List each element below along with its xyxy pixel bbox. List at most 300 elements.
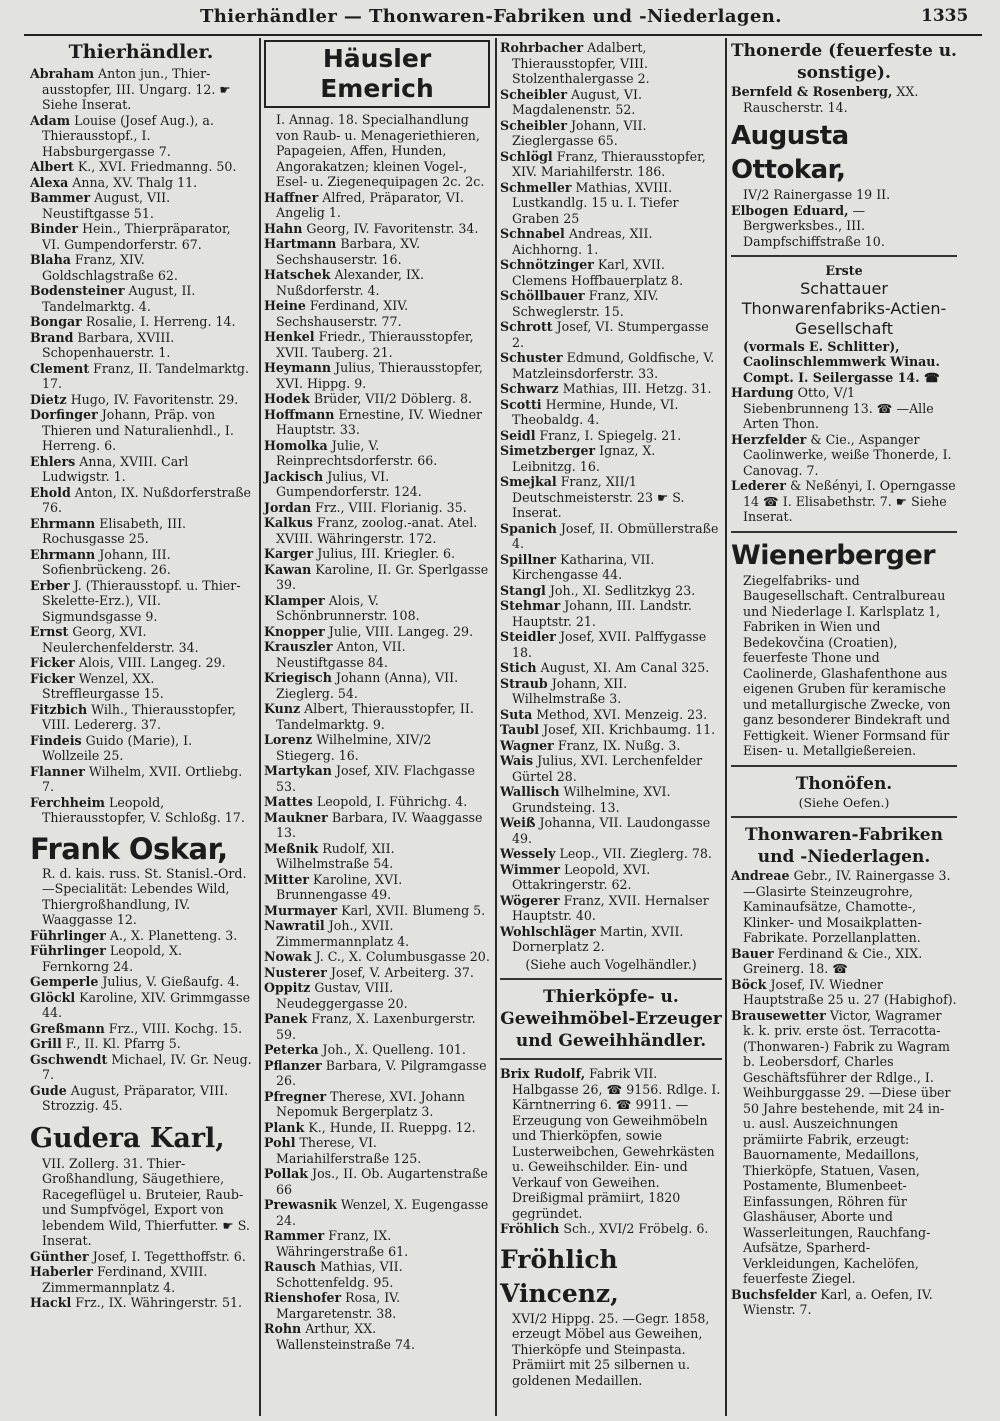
entry-name: Jackisch [264, 468, 324, 484]
entry-name: Hatschek [264, 267, 331, 282]
entry-name: Fröhlich [500, 1221, 560, 1236]
entry-text: Gebr., IV. Rainergasse 3. —Glasirte Steinzeugrohre, Kaminaufsätze, Chamotte-, Klinker- und Mosaikplatten-Fabrikate. Porzellanplatten. [743, 868, 951, 945]
entry-text: Guido (Marie), I. Wollzeile 25. [42, 732, 193, 763]
entry-text: Franz, IX. Währingerstraße 61. [276, 1228, 409, 1259]
entry-text: Julius, VI. Gumpendorferstr. 124. [276, 468, 422, 499]
entry-text: Katharina, VII. Kirchengasse 44. [512, 551, 655, 582]
section-rule [731, 531, 957, 533]
entry-name: Pflanzer [264, 1057, 322, 1073]
entry-text: Michael, IV. Gr. Neug. 7. [42, 1051, 252, 1082]
entry-name: Ehlers [30, 453, 76, 469]
entry-name: Rausch [264, 1259, 316, 1274]
entry-text: August, II. Tandelmarktg. 4. [42, 283, 196, 314]
entry-text: Karoline, XVI. Brunnengasse 49. [276, 871, 403, 902]
advert-text: VII. Zollerg. 31. Thier-Großhandlung, Säugethiere, Racegeflügel u. Bruteier, Raub- und Sumpfvögel, Export von lebendem Wild, Thierfutter. ☛ S. Inserat. [42, 1155, 250, 1248]
entry-text: Elisabeth, III. Rochusgasse 25. [42, 515, 187, 546]
entry-text: Mathias, XVIII. Lustkandlg. 15 u. I. Tiefer Graben 25 [512, 179, 679, 226]
entry-name: Herzfelder [731, 431, 807, 447]
entry-name: Buchsfelder [731, 1286, 817, 1302]
list-item [30, 655, 252, 671]
section-rule [731, 255, 957, 257]
entry-name: Schrott [500, 319, 553, 334]
list-item [30, 485, 252, 516]
entry-text: Julius, V. Gießaufg. 4. [102, 974, 240, 989]
list-item [731, 203, 957, 250]
entry-name: Hartmann [264, 236, 337, 251]
entry-text: Rosalie, I. Herreng. 14. [85, 314, 236, 329]
list-item [30, 1052, 252, 1083]
list-item [264, 298, 490, 329]
entry-name: Blaha [30, 252, 71, 267]
list-item [264, 1166, 490, 1197]
entry-name: Karger [264, 546, 314, 561]
entry-name: Gschwendt [30, 1051, 108, 1067]
list-item [264, 515, 490, 546]
list-item [264, 918, 490, 949]
entry-name: Alexa [30, 174, 69, 190]
entry-list [30, 66, 252, 826]
list-item [264, 360, 490, 391]
entry-name: Erber [30, 577, 70, 593]
entry-text: —Bergwerksbes., III. Dampfschiffstraße 10. [743, 202, 885, 249]
entry-text: Wilhelmine, XVI. Grundsteing. 13. [512, 784, 671, 815]
entry-name: Nowak [264, 949, 312, 964]
section-rule [731, 765, 957, 767]
entry-name: Martykan [264, 763, 332, 778]
entry-name: Adam [30, 112, 71, 128]
entry-text: Louise (Josef Aug.), a. Thierausstopf., I. Habsburgergasse 7. [42, 112, 214, 159]
entry-name: Brix Rudolf, [500, 1066, 586, 1081]
entry-text: Edmund, Goldfische, V. Matzleinsdorferstr. 33. [512, 350, 715, 381]
entry-name: Prewasnik [264, 1197, 337, 1212]
entry-name: Schöllbauer [500, 288, 585, 303]
entry-text: Karl, XVII. Blumeng 5. [341, 902, 486, 918]
entry-text: Josef, I. Tegetthoffstr. 6. [92, 1248, 246, 1264]
entry-name: Schnabel [500, 226, 565, 241]
list-item [264, 841, 490, 872]
list-item [30, 1036, 252, 1052]
entry-name: Fitzbich [30, 701, 88, 717]
list-item [500, 552, 722, 583]
entry-name: Ehold [30, 484, 71, 500]
entry-text: Josef, XII. Krichbaumg. 11. [543, 722, 716, 737]
entry-name: Nusterer [264, 964, 327, 980]
entry-name: Pohl [264, 1135, 296, 1150]
entry-text: Anton jun., Thier-ausstopfer, III. Ungarg. 12. ☛ Siehe Inserat. [42, 66, 231, 112]
list-item [731, 1287, 957, 1318]
entry-list [731, 385, 957, 525]
entry-text: Franz, IX. Nußg. 3. [557, 737, 681, 753]
list-item [264, 1321, 490, 1352]
entry-name: Steidler [500, 629, 556, 644]
list-item [30, 392, 252, 408]
entry-text: Josef, IV. Wiedner Hauptstraße 25 u. 27 (Habighof). [743, 976, 957, 1007]
entry-name: Pfregner [264, 1088, 327, 1104]
entry-name: Hardung [731, 385, 794, 400]
entry-text: Georg, IV. Favoritenstr. 34. [306, 220, 479, 236]
entry-text: Ernestine, IV. Wiedner Hauptstr. 33. [276, 406, 483, 437]
list-item [264, 1120, 490, 1136]
entry-name: Heymann [264, 360, 332, 375]
entry-name: Haberler [30, 1264, 93, 1279]
entry-text: Mathias, VII. Schottenfeldg. 95. [276, 1259, 403, 1290]
entry-text: Sch., XVI/2 Fröbelg. 6. [563, 1221, 709, 1236]
advert-text: I. Annag. 18. Specialhandlung von Raub- u. Menageriethieren, Papageien, Affen, Hunden, Angorakatzen; kleinen Vogel-, Esel- u. Ziegenequipagen 2c. 2c. [276, 112, 485, 189]
entry-name: Flanner [30, 763, 85, 779]
list-item [30, 1295, 252, 1311]
entry-list [731, 868, 957, 1318]
entry-text: Karl, a. Oefen, IV. Wienstr. 7. [743, 1286, 933, 1317]
list-item [264, 391, 490, 407]
entry-text: Karoline, II. Gr. Sperlgasse 39. [276, 561, 489, 592]
list-item [500, 753, 722, 784]
entry-name: Wögerer [500, 892, 560, 908]
list-item [264, 1135, 490, 1166]
list-item [264, 980, 490, 1011]
entry-text: K., Hunde, II. Rueppg. 12. [308, 1119, 476, 1135]
section-rule [500, 1058, 722, 1060]
entry-name: Spanich [500, 520, 557, 536]
list-item [264, 438, 490, 469]
list-item [264, 190, 490, 221]
entry-list [30, 928, 252, 1114]
entry-name: Kunz [264, 701, 301, 716]
entry-text: Victor, Wagramer k. k. priv. erste öst. Terracotta- (Thonwaren-) Fabrik zu Wagram b. Leobersdorf, Charles Geschäftsführer der Rdlge., I. Weihburggasse 29. —Diese über 50 Jahre bestehende, mit 24 in- u. ausl. Auszeichnungen prämiirte Fabrik, erzeugt: Bauornamente, Medaillons, Thierköpfe, Statuen, Vasen, Postamente, Blumenbeet-Einfassungen, Röhren für Glashäuser, Aborte und Wasserleitungen, Rauchfang-Aufsätze, Sparherd-Verkleidungen, Kachelöfen, feuerfeste Ziegel. [743, 1007, 951, 1286]
entry-name: Ficker [30, 655, 75, 670]
entry-text: Franz, II. Tandelmarktg. 17. [42, 360, 249, 391]
entry-text: Johann, III. Landstr. Hauptstr. 21. [512, 598, 692, 629]
entry-name: Oppitz [264, 980, 311, 995]
list-item [500, 815, 722, 846]
entry-name: Wais [500, 753, 534, 768]
entry-name: Murmayer [264, 902, 338, 918]
entry-name: Wohlschläger [500, 923, 596, 939]
entry-text: & Neßényi, I. Operngasse 14 ☎ I. Elisabethstr. 7. ☛ Siehe Inserat. [743, 478, 956, 524]
entry-text: Wilhelm, XVII. Ortliebg. 7. [42, 763, 243, 794]
entry-text: Wilh., Thierausstopfer, VIII. Ledererg. 37. [42, 701, 237, 732]
entry-text: Wenzel, XX. Streffleurgasse 15. [42, 670, 164, 701]
list-item [30, 283, 252, 314]
list-item [500, 87, 722, 118]
list-item [264, 639, 490, 670]
entry-text: Wenzel, X. Eugengasse 24. [276, 1197, 489, 1228]
entry-name: Bodensteiner [30, 283, 125, 298]
entry-name: Stangl [500, 582, 546, 598]
entry-name: Elbogen Eduard, [731, 202, 849, 218]
entry-text: Josef, XIV. Flachgasse 53. [276, 763, 475, 794]
advert-text: R. d. kais. russ. St. Stanisl.-Ord. —Specialität: Lebendes Wild, Thiergroßhandlung, IV. Waaggasse 12. [42, 865, 247, 927]
entry-name: Hackl [30, 1295, 72, 1310]
list-item [264, 500, 490, 516]
list-item [264, 1089, 490, 1120]
entry-text: Ferdinand & Cie., XIX. Greinerg. 18. ☎ [743, 945, 923, 976]
entry-text: Georg, XVI. Neulerchenfelderstr. 34. [42, 624, 199, 655]
list-item [731, 385, 957, 432]
list-item [264, 903, 490, 919]
section-title: Thonerde (feuerfeste u. sonstige). [731, 41, 957, 83]
list-item [30, 1264, 252, 1295]
entry-text: Johann, VII. Zieglergasse 65. [512, 117, 647, 148]
list-item [731, 478, 957, 525]
advert-name: Augusta Ottokar, [731, 121, 849, 185]
list-item [264, 1011, 490, 1042]
list-item [500, 846, 722, 862]
list-item [30, 175, 252, 191]
entry-text: Friedr., Thierausstopfer, XVII. Tauberg. 21. [276, 329, 474, 360]
entry-text: Johanna, VII. Laudongasse 49. [512, 815, 711, 846]
list-item [30, 407, 252, 454]
list-item [500, 226, 722, 257]
list-item [264, 1228, 490, 1259]
entry-text: J. (Thierausstopf. u. Thier-Skelette-Erz.), VII. Sigmundsgasse 9. [42, 577, 241, 624]
column-divider [259, 38, 261, 1416]
entry-name: Panek [264, 1011, 308, 1026]
list-item [264, 546, 490, 562]
entry-name: Schnötzinger [500, 257, 594, 272]
entry-name: Scotti [500, 396, 542, 412]
entry-name: Clement [30, 360, 90, 376]
section-title: Thierhändler. [68, 41, 214, 63]
entry-text: Frz., VIII. Kochg. 15. [108, 1020, 243, 1036]
entry-list [30, 1249, 252, 1311]
advert-name: Frank Oskar, [30, 831, 228, 866]
list-item [264, 763, 490, 794]
list-item [500, 660, 722, 676]
entry-text: Anton, IX. Nußdorferstraße 76. [42, 484, 251, 515]
list-item [264, 872, 490, 903]
entry-text: Jos., II. Ob. Augartenstraße 66 [276, 1166, 488, 1197]
entry-name: Glöckl [30, 989, 76, 1005]
entry-text: Franz, XII/1 Deutschmeisterstr. 23 ☛ S. Inserat. [512, 474, 685, 520]
entry-name: Hoffmann [264, 406, 335, 422]
entry-name: Ernst [30, 624, 69, 639]
entry-text: Alfred, Präparator, VI. Angelig 1. [276, 189, 465, 220]
entry-text: Leopold, XVI. Ottakringerstr. 62. [512, 861, 651, 892]
column-4 [731, 40, 957, 1318]
list-item [30, 671, 252, 702]
list-item [731, 1008, 957, 1287]
list-item [30, 113, 252, 160]
entry-text: Barbara, XVIII. Schopenhauerstr. 1. [42, 329, 175, 360]
list-item [264, 965, 490, 981]
entry-name: Stich [500, 660, 537, 675]
entry-name: Henkel [264, 329, 315, 344]
entry-text: Josef, VI. Stumpergasse 2. [512, 319, 709, 350]
entry-text: Alois, V. Schönbrunnerstr. 108. [276, 592, 420, 623]
entry-text: Johann (Anna), VII. Zieglerg. 54. [276, 670, 459, 701]
list-item [30, 1021, 252, 1037]
entry-name: Pollak [264, 1166, 308, 1181]
entry-name: Bammer [30, 190, 91, 205]
entry-text: Gustav, VIII. Neudeggergasse 20. [276, 980, 408, 1011]
entry-list [731, 203, 957, 250]
entry-text: Mathias, III. Hetzg. 31. [562, 381, 712, 396]
entry-name: Lederer [731, 478, 786, 493]
entry-name: Günther [30, 1248, 89, 1264]
section-title: Thierköpfe- u. Geweihmöbel-Erzeuger und Geweihhändler. [500, 987, 722, 1051]
list-item [500, 428, 722, 444]
list-item [500, 180, 722, 227]
entry-text: Johann, Präp. von Thieren und Naturalienhdl., I. Herreng. 6. [42, 407, 234, 453]
entry-name: Knopper [264, 623, 325, 639]
entry-text: Julie, V. Reinprechtsdorferstr. 66. [276, 437, 438, 468]
list-item [500, 350, 722, 381]
entry-text: Leopold, I. Führichg. 4. [316, 794, 468, 809]
entry-text: August, VII. Neustiftgasse 51. [42, 190, 171, 221]
section-rule [731, 816, 957, 818]
list-item [500, 381, 722, 397]
list-item [30, 190, 252, 221]
entry-name: Brand [30, 329, 74, 345]
list-item [30, 1249, 252, 1265]
header-rule [24, 34, 982, 36]
column-2 [264, 40, 490, 1352]
entry-text: Ferdinand, XVIII. Zimmermannplatz 4. [42, 1264, 208, 1295]
list-item [264, 593, 490, 624]
list-item [264, 267, 490, 298]
entry-text: Barbara, IV. Waaggasse 13. [276, 809, 483, 840]
list-item [30, 733, 252, 764]
entry-text: A., X. Planetteng. 3. [109, 927, 238, 943]
section-rule [500, 978, 722, 980]
entry-text: Julie, VIII. Langeg. 29. [328, 623, 474, 639]
entry-text: & Cie., Aspanger Caolinwerke, weiße Thonerde, I. Canovag. 7. [743, 431, 952, 478]
list-item [30, 547, 252, 578]
entry-name: Hodek [264, 391, 310, 406]
list-item [731, 977, 957, 1008]
entry-text: Karoline, XIV. Grimmgasse 44. [42, 989, 251, 1020]
entry-text: August, VI. Magdalenenstr. 52. [512, 86, 642, 117]
entry-list [264, 190, 490, 1353]
advert-name: Häusler Emerich [264, 40, 490, 108]
entry-text: Leopold, Thierausstopfer, V. Schloßg. 17. [42, 794, 245, 825]
entry-name: Abraham [30, 66, 95, 81]
entry-name: Rohrbacher [500, 40, 584, 55]
list-item [30, 928, 252, 944]
entry-name: Suta [500, 706, 533, 722]
entry-name: Meßnik [264, 840, 319, 856]
entry-text: Rudolf, XII. Wilhelmstraße 54. [276, 840, 395, 871]
entry-name: Lorenz [264, 732, 313, 747]
entry-name: Gemperle [30, 974, 99, 989]
list-item [731, 432, 957, 479]
entry-text: Joh., XI. Sedlitzkyg 23. [549, 582, 696, 598]
entry-text: August, Präparator, VIII. Strozzig. 45. [42, 1082, 229, 1113]
list-item [500, 149, 722, 180]
list-item [30, 578, 252, 625]
advert-name: Schattauer Thonwarenfabriks-Actien-Gesellschaft [741, 278, 947, 338]
entry-text: Franz, zoolog.-anat. Atel. XVIII. Währingerstr. 172. [276, 515, 478, 546]
entry-name: Dietz [30, 391, 67, 407]
entry-text: Leop., VII. Zieglerg. 78. [559, 846, 712, 861]
column-1 [30, 40, 252, 1311]
list-item [30, 159, 252, 175]
list-item [500, 722, 722, 738]
list-item [30, 221, 252, 252]
entry-name: Wessely [500, 846, 556, 861]
entry-text: Frz., IX. Währingerstr. 51. [75, 1295, 242, 1310]
list-item [264, 1197, 490, 1228]
entry-name: Albert [30, 159, 74, 174]
entry-text: Wilhelmine, XIV/2 Stiegerg. 16. [276, 732, 432, 763]
entry-text: Joh., X. Quelleng. 101. [322, 1042, 466, 1057]
entry-name: Stehmar [500, 598, 561, 613]
list-item [264, 562, 490, 593]
entry-name: Grill [30, 1036, 62, 1051]
entry-name: Simetzberger [500, 443, 596, 458]
entry-name: Kawan [264, 561, 312, 577]
list-item [500, 676, 722, 707]
list-item [500, 443, 722, 474]
entry-name: Plank [264, 1119, 305, 1135]
list-item [264, 1042, 490, 1058]
list-item [731, 84, 957, 115]
entry-text: Alois, VIII. Langeg. 29. [78, 655, 226, 670]
entry-text: Franz, XIV. Goldschlagstraße 62. [42, 252, 178, 283]
list-item [500, 707, 722, 723]
entry-name: Weiß [500, 815, 536, 830]
entry-name: Krauszler [264, 639, 333, 654]
list-item [30, 330, 252, 361]
entry-name: Wagner [500, 737, 554, 753]
section-title: Thonwaren-Fabriken und -Niederlagen. [745, 825, 943, 867]
entry-name: Schmeller [500, 179, 572, 195]
list-item [264, 469, 490, 500]
entry-name: Nawratil [264, 918, 325, 933]
entry-name: Böck [731, 976, 767, 992]
list-item [30, 516, 252, 547]
entry-text: Hein., Thierpräparator, VI. Gumpendorferstr. 67. [42, 221, 231, 252]
entry-name: Schwarz [500, 381, 559, 396]
entry-name: Kalkus [264, 515, 313, 530]
entry-text: Fabrik VII. Halbgasse 26, ☎ 9156. Rdlge. I. Kärntnerring 6. ☎ 9911. —Erzeugung von Geweihmöbeln und Thierköpfen, sowie Lusterweibchen, Gewehrkästen u. Geweihschilder. Ein- und Verkauf von Geweihen. Dreißigmal prämiirt, 1820 gegründet. [512, 1066, 721, 1221]
entry-text: Johann, III. Sofienbrückeng. 26. [42, 546, 171, 577]
column-divider [725, 38, 727, 1416]
entry-text: Therese, VI. Mariahilferstraße 125. [276, 1135, 422, 1166]
entry-name: Homolka [264, 437, 328, 453]
entry-name: Smejkal [500, 474, 557, 489]
entry-name: Maukner [264, 809, 328, 825]
entry-text: August, XI. Am Canal 325. [540, 660, 710, 675]
entry-text: Johann, XII. Wilhelmstraße 3. [512, 675, 628, 706]
entry-name: Gude [30, 1082, 67, 1098]
advert-title: Erste [825, 263, 863, 278]
entry-text: Ferdinand, XIV. Sechshauserstr. 77. [276, 298, 409, 329]
list-item [500, 583, 722, 599]
list-item [264, 794, 490, 810]
entry-name: Heine [264, 298, 306, 313]
list-item [30, 1083, 252, 1114]
entry-text: Therese, XVI. Johann Nepomuk Bergerplatz 3. [276, 1088, 466, 1119]
entry-text: Barbara, V. Pilgramgasse 26. [276, 1057, 487, 1088]
entry-text: Franz, XIV. Schweglerstr. 15. [512, 288, 659, 319]
list-item [500, 629, 722, 660]
entry-name: Rammer [264, 1228, 325, 1243]
entry-text: Hermine, Hunde, VI. Theobaldg. 4. [512, 396, 679, 427]
entry-text: Hugo, IV. Favoritenstr. 29. [70, 391, 239, 407]
entry-name: Jordan [264, 499, 312, 515]
list-item [500, 521, 722, 552]
entry-name: Brausewetter [731, 1007, 826, 1023]
list-item [500, 784, 722, 815]
list-item [264, 407, 490, 438]
entry-name: Führlinger [30, 927, 106, 943]
list-item [264, 624, 490, 640]
entry-name: Ficker [30, 670, 75, 686]
entry-text: Josef, XVII. Palffygasse 18. [512, 629, 707, 660]
list-item [500, 118, 722, 149]
list-item [500, 474, 722, 521]
